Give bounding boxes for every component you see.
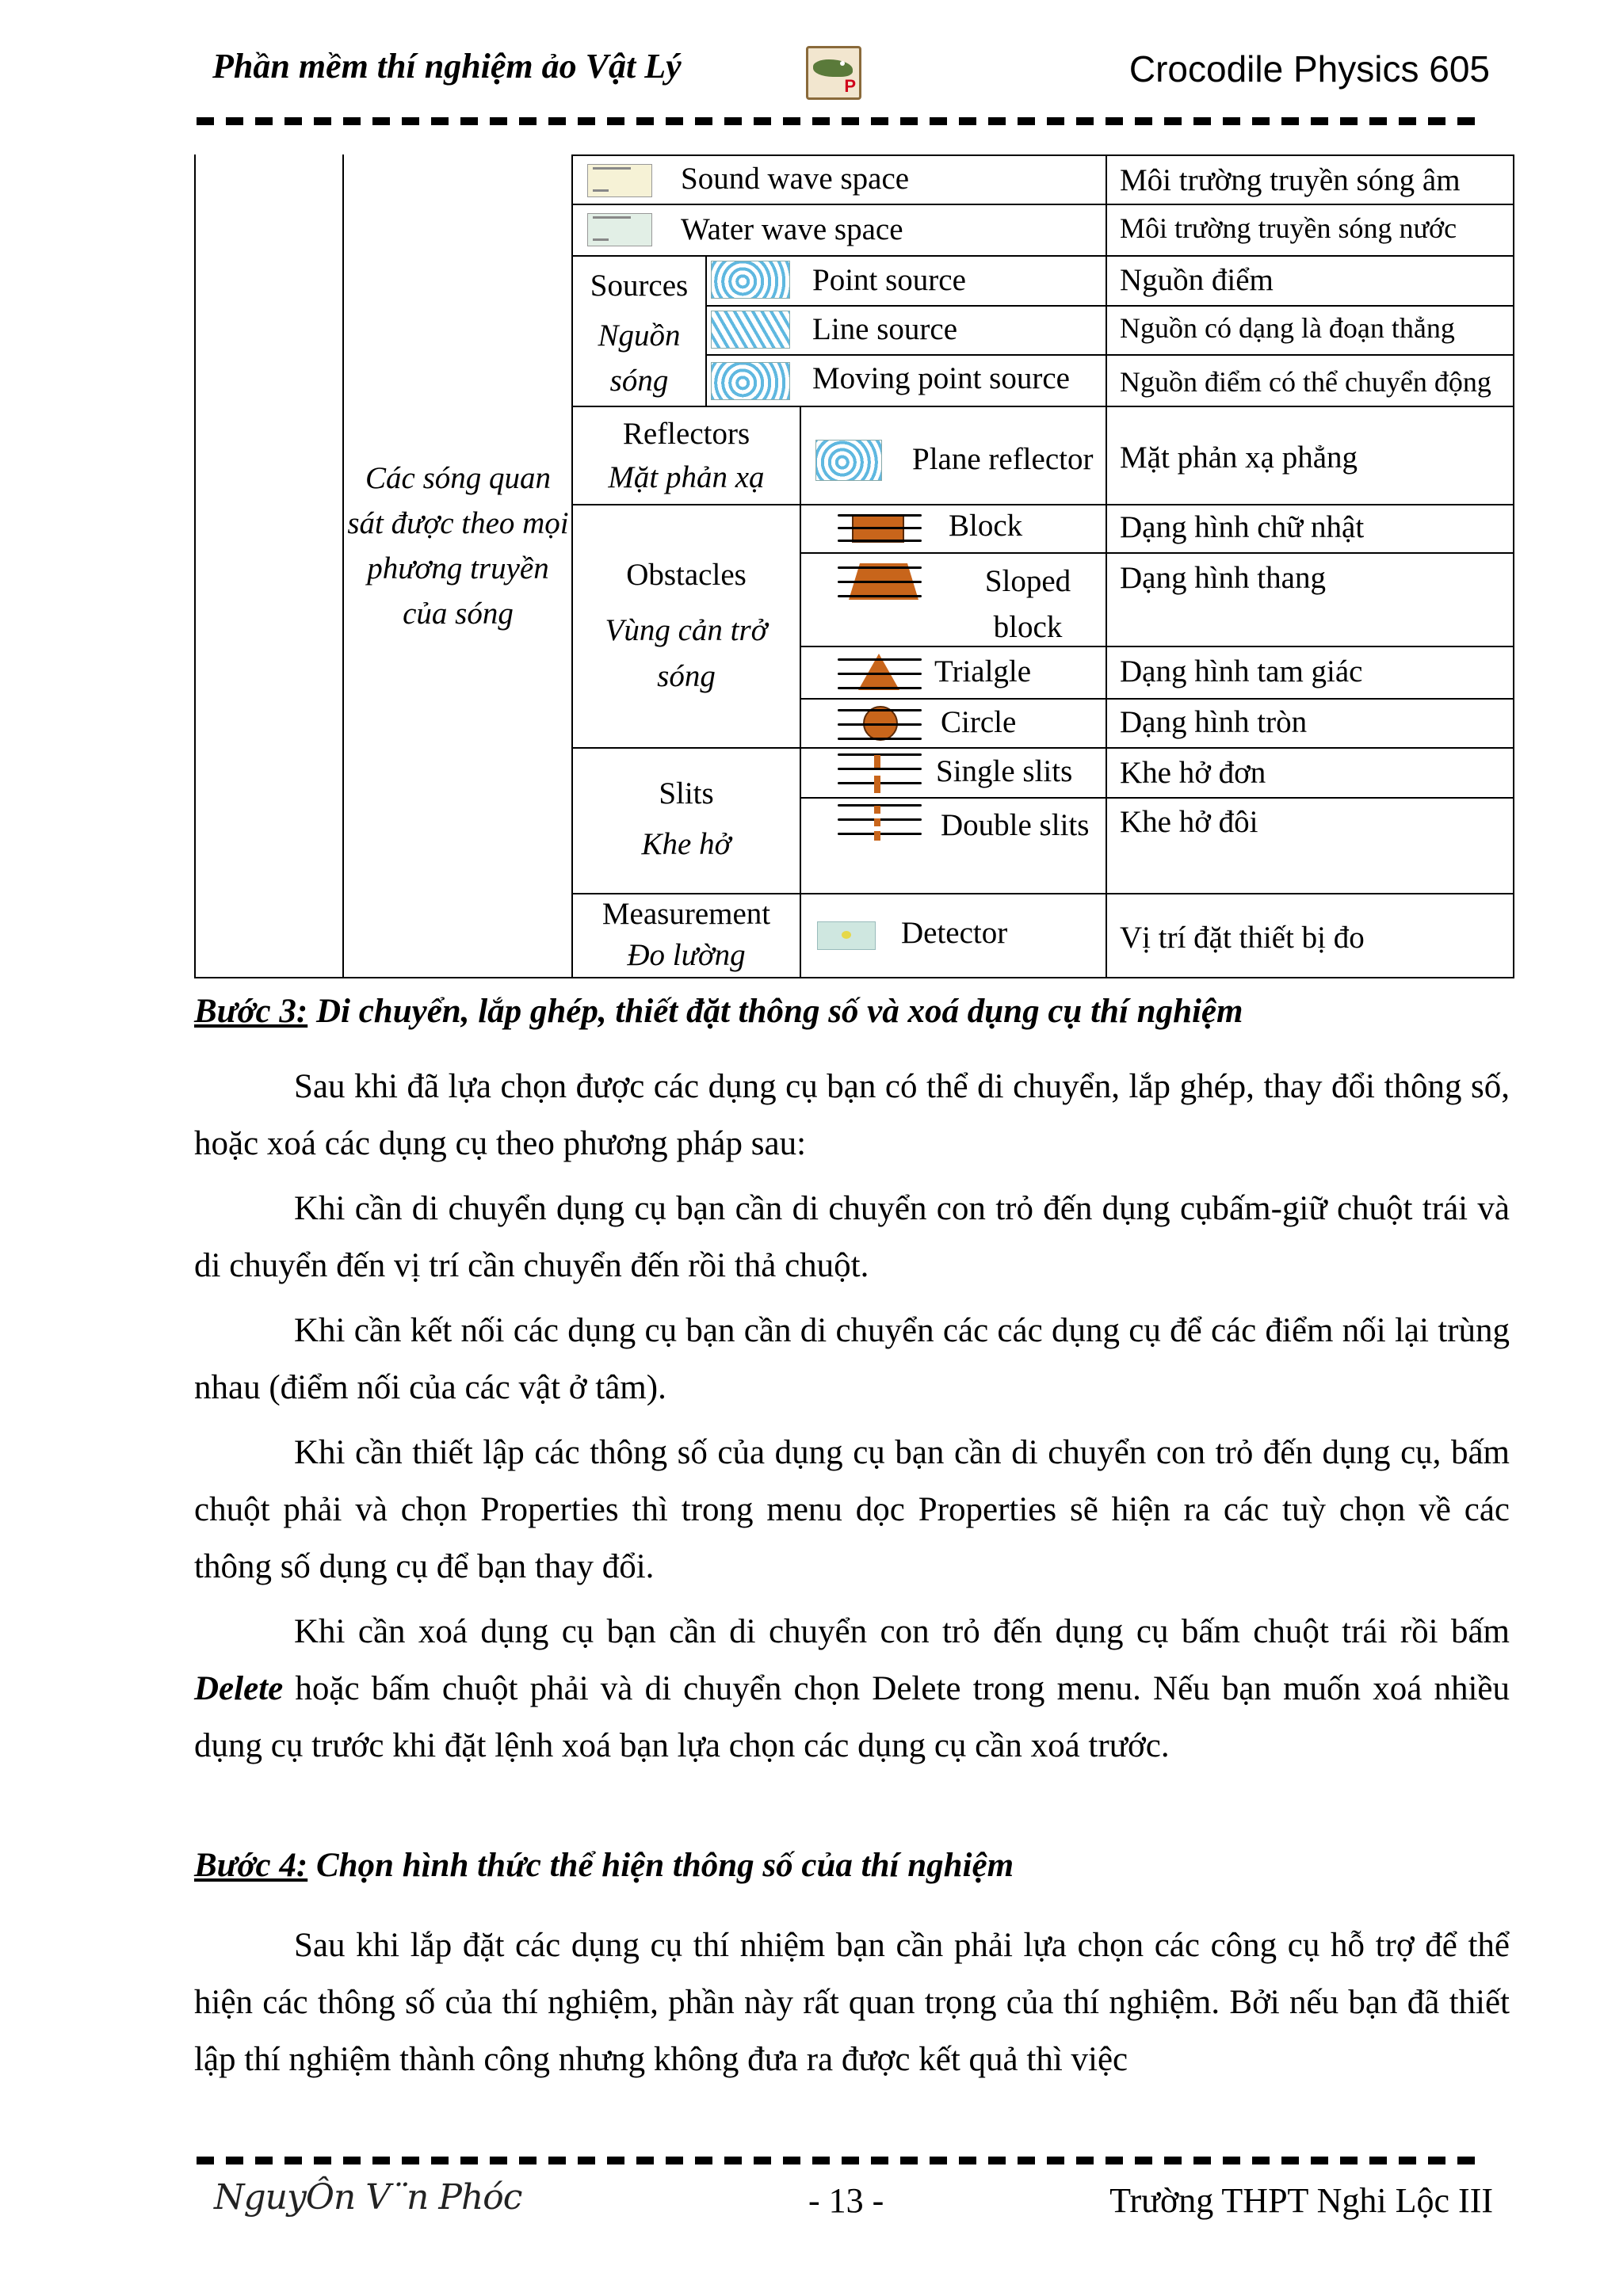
water-space-thumbnail-icon	[587, 213, 652, 246]
block-icon	[838, 509, 922, 547]
footer-author: NguyÔn V¨n Phóc	[214, 2177, 522, 2218]
triangle-desc: Dạng hình tam giác	[1120, 654, 1363, 688]
block-desc: Dạng hình chữ nhật	[1120, 510, 1365, 544]
reflectors-group-vi: Mặt phản xạ	[608, 460, 765, 494]
double-slits-name: Double slits	[941, 808, 1090, 842]
plane-reflector-name: Plane reflector	[912, 442, 1094, 476]
step4-label: Bước 4:	[194, 1847, 308, 1884]
crocodile-logo-icon	[806, 46, 861, 100]
double-slits-desc: Khe hở đôi	[1120, 805, 1258, 839]
triangle-icon	[838, 652, 922, 693]
detector-icon	[817, 921, 876, 950]
triangle-name: Trialgle	[934, 654, 1032, 688]
logo-label: P	[844, 76, 856, 96]
step4-title: Chọn hình thức thể hiện thông số của thí nghiệm	[307, 1847, 1014, 1884]
obstacles-group-vi: Vùng cản trở sóng	[605, 613, 768, 693]
sources-group: Sources	[590, 269, 689, 303]
sloped-block-desc: Dạng hình thang	[1120, 561, 1326, 595]
moving-point-source-icon	[711, 362, 790, 400]
step3-label: Bước 3:	[194, 993, 308, 1030]
detector-desc: Vị trí đặt thiết bị đo	[1120, 921, 1365, 955]
single-slits-name: Single slits	[936, 754, 1073, 788]
sound-wave-space-desc: Môi trường truyền sóng âm	[1120, 163, 1461, 197]
moving-point-source-desc: Nguồn điểm có thể chuyển động	[1120, 366, 1491, 398]
delete-keyword: Delete	[194, 1670, 284, 1707]
sloped-block-name: Sloped block	[984, 564, 1071, 644]
point-source-name: Point source	[812, 263, 966, 297]
plane-reflector-icon	[815, 440, 882, 481]
moving-point-source-name: Moving point source	[812, 361, 1070, 395]
water-wave-space-name: Water wave space	[681, 212, 903, 246]
footer-page-number: - 13 -	[808, 2181, 884, 2220]
detector-name: Detector	[901, 916, 1008, 950]
line-source-icon	[711, 311, 790, 349]
circle-icon	[838, 703, 922, 744]
step3-title: Di chuyển, lắp ghép, thiết đặt thông số và xoá dụng cụ thí nghiệm	[307, 993, 1243, 1030]
plane-reflector-desc: Mặt phản xạ phẳng	[1120, 441, 1358, 475]
step4-paragraph: Sau khi lắp đặt các dụng cụ thí nhiệm bạn cần phải lựa chọn các công cụ hỗ trợ để thể hiện các thông số của thí nghiệm, phần này rất quan trọng của thí nghiệm. Bởi nếu bạn đã thiết lập thí nghiệm thành công nhưng không đưa ra được kết quả thì việc	[194, 1927, 1510, 2078]
tools-table	[194, 154, 1514, 978]
measurement-group: Measurement	[601, 897, 771, 931]
step3-paragraph-5	[194, 1604, 1510, 1775]
footer-school: Trường THPT Nghi Lộc III	[1109, 2181, 1493, 2220]
measurement-group-vi: Đo lường	[627, 938, 746, 972]
p5-text-after: hoặc bấm chuột phải và di chuyển chọn Delete trong menu. Nếu bạn muốn xoá nhiều dụng cụ trước khi đặt lệnh xoá bạn lựa chọn các dụng cụ cần xoá trước.	[194, 1670, 1510, 1764]
p5-text-before: Khi cần xoá dụng cụ bạn cần di chuyển con trỏ đến dụng cụ bấm chuột trái rồi bấm	[294, 1613, 1510, 1650]
point-source-icon	[711, 261, 790, 299]
step3-heading	[194, 992, 1243, 1031]
line-source-name: Line source	[812, 312, 958, 346]
sloped-block-icon	[838, 560, 922, 605]
obstacles-group: Obstacles	[626, 558, 747, 592]
header-divider	[197, 117, 1477, 125]
circle-name: Circle	[941, 705, 1017, 739]
footer-divider	[197, 2157, 1477, 2164]
sound-wave-space-name: Sound wave space	[681, 162, 910, 196]
water-wave-space-desc: Môi trường truyền sóng nước	[1120, 212, 1457, 244]
point-source-desc: Nguồn điểm	[1120, 263, 1274, 297]
header-title: Phần mềm thí nghiệm ảo Vật Lý	[212, 47, 682, 86]
sources-group-vi: Nguồn sóng	[598, 318, 681, 398]
circle-desc: Dạng hình tròn	[1120, 705, 1308, 739]
line-source-desc: Nguồn có dạng là đoạn thẳng	[1120, 312, 1455, 344]
category-label: Các sóng quan sát được theo mọi phương truyền của sóng	[347, 461, 569, 631]
step3-paragraph-1: Sau khi đã lựa chọn được các dụng cụ bạn có thể di chuyển, lắp ghép, thay đổi thông số, hoặc xoá các dụng cụ theo phương pháp sau:	[194, 1068, 1510, 1162]
step4-heading	[194, 1846, 1014, 1885]
reflectors-group: Reflectors	[622, 417, 750, 451]
header-product: Crocodile Physics 605	[1128, 48, 1490, 90]
sound-space-thumbnail-icon	[587, 164, 652, 197]
single-slit-icon	[838, 750, 922, 795]
single-slits-desc: Khe hở đơn	[1120, 756, 1266, 790]
slits-group-vi: Khe hở	[641, 827, 731, 861]
step3-paragraph-2: Khi cần di chuyển dụng cụ bạn cần di chuyển con trỏ đến dụng cụbấm-giữ chuột trái và di chuyển đến vị trí cần chuyển đến rồi thả chuột.	[194, 1190, 1510, 1284]
slits-group: Slits	[659, 776, 714, 810]
step3-paragraph-3: Khi cần kết nối các dụng cụ bạn cần di chuyển các các dụng cụ để các điểm nối lại trùng nhau (điểm nối của các vật ở tâm).	[194, 1312, 1510, 1406]
step3-paragraph-4: Khi cần thiết lập các thông số của dụng cụ bạn cần di chuyển con trỏ đến dụng cụ, bấm chuột phải và chọn Properties thì trong menu dọc Properties sẽ hiện ra các tuỳ chọn về các thông số dụng cụ để bạn thay đổi.	[194, 1434, 1510, 1585]
block-name: Block	[949, 509, 1023, 543]
